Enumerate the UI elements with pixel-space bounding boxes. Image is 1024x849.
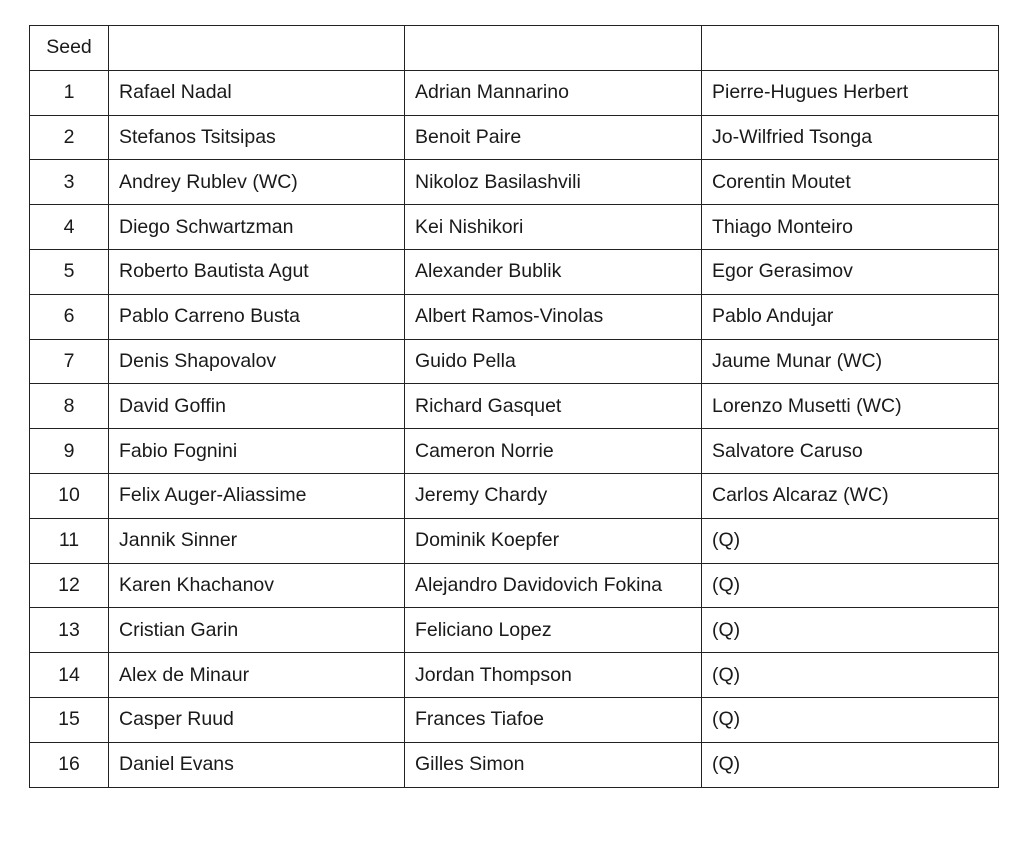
seed-cell: 8	[30, 384, 109, 429]
player-cell-a: Casper Ruud	[109, 697, 405, 742]
player-cell-b: Richard Gasquet	[405, 384, 702, 429]
player-cell-b: Benoit Paire	[405, 115, 702, 160]
table-row	[30, 205, 999, 250]
table-row	[30, 608, 999, 653]
player-cell-c: Jo-Wilfried Tsonga	[702, 115, 999, 160]
player-cell-b: Dominik Koepfer	[405, 518, 702, 563]
table-row	[30, 697, 999, 742]
table-row	[30, 160, 999, 205]
seed-cell: 9	[30, 429, 109, 474]
player-cell-b: Adrian Mannarino	[405, 70, 702, 115]
player-cell-a: Diego Schwartzman	[109, 205, 405, 250]
table-row	[30, 249, 999, 294]
table-row	[30, 518, 999, 563]
seed-cell: 14	[30, 653, 109, 698]
header-cell-seed: Seed	[30, 26, 109, 71]
seed-cell: 16	[30, 742, 109, 787]
player-cell-c: (Q)	[702, 742, 999, 787]
player-cell-c: Jaume Munar (WC)	[702, 339, 999, 384]
player-cell-c: Thiago Monteiro	[702, 205, 999, 250]
player-cell-b: Alexander Bublik	[405, 249, 702, 294]
table-row	[30, 339, 999, 384]
player-cell-b: Alejandro Davidovich Fokina	[405, 563, 702, 608]
player-cell-a: Denis Shapovalov	[109, 339, 405, 384]
player-cell-c: Egor Gerasimov	[702, 249, 999, 294]
player-cell-c: (Q)	[702, 653, 999, 698]
player-cell-b: Guido Pella	[405, 339, 702, 384]
player-cell-a: Rafael Nadal	[109, 70, 405, 115]
seed-cell: 6	[30, 294, 109, 339]
table-row	[30, 429, 999, 474]
table-row	[30, 653, 999, 698]
player-cell-c: (Q)	[702, 697, 999, 742]
player-cell-c: Corentin Moutet	[702, 160, 999, 205]
table-row	[30, 294, 999, 339]
player-cell-a: Karen Khachanov	[109, 563, 405, 608]
player-cell-b: Albert Ramos-Vinolas	[405, 294, 702, 339]
seed-cell: 4	[30, 205, 109, 250]
table-row	[30, 563, 999, 608]
player-cell-b: Frances Tiafoe	[405, 697, 702, 742]
player-cell-a: Pablo Carreno Busta	[109, 294, 405, 339]
player-cell-b: Cameron Norrie	[405, 429, 702, 474]
table-row	[30, 70, 999, 115]
seed-cell: 3	[30, 160, 109, 205]
player-cell-b: Gilles Simon	[405, 742, 702, 787]
player-cell-b: Feliciano Lopez	[405, 608, 702, 653]
seed-cell: 15	[30, 697, 109, 742]
table-row	[30, 742, 999, 787]
seed-table	[29, 25, 999, 788]
player-cell-b: Nikoloz Basilashvili	[405, 160, 702, 205]
seed-cell: 5	[30, 249, 109, 294]
player-cell-a: Roberto Bautista Agut	[109, 249, 405, 294]
player-cell-a: Daniel Evans	[109, 742, 405, 787]
table-body	[30, 26, 999, 788]
player-cell-b: Jeremy Chardy	[405, 473, 702, 518]
player-cell-c: Pierre-Hugues Herbert	[702, 70, 999, 115]
header-cell-3	[702, 26, 999, 71]
player-cell-b: Jordan Thompson	[405, 653, 702, 698]
player-cell-c: (Q)	[702, 563, 999, 608]
header-cell-1	[109, 26, 405, 71]
player-cell-a: Stefanos Tsitsipas	[109, 115, 405, 160]
player-cell-c: (Q)	[702, 608, 999, 653]
table-row	[30, 473, 999, 518]
player-cell-a: David Goffin	[109, 384, 405, 429]
player-cell-b: Kei Nishikori	[405, 205, 702, 250]
seed-cell: 10	[30, 473, 109, 518]
seed-cell: 2	[30, 115, 109, 160]
player-cell-c: Pablo Andujar	[702, 294, 999, 339]
player-cell-a: Fabio Fognini	[109, 429, 405, 474]
header-cell-2	[405, 26, 702, 71]
player-cell-c: Carlos Alcaraz (WC)	[702, 473, 999, 518]
player-cell-c: Salvatore Caruso	[702, 429, 999, 474]
seed-cell: 7	[30, 339, 109, 384]
player-cell-a: Jannik Sinner	[109, 518, 405, 563]
seed-cell: 1	[30, 70, 109, 115]
player-cell-c: (Q)	[702, 518, 999, 563]
player-cell-a: Cristian Garin	[109, 608, 405, 653]
seed-cell: 12	[30, 563, 109, 608]
header-row	[30, 26, 999, 71]
table-row	[30, 384, 999, 429]
player-cell-a: Felix Auger-Aliassime	[109, 473, 405, 518]
player-cell-c: Lorenzo Musetti (WC)	[702, 384, 999, 429]
seed-cell: 11	[30, 518, 109, 563]
player-cell-a: Alex de Minaur	[109, 653, 405, 698]
table-row	[30, 115, 999, 160]
player-cell-a: Andrey Rublev (WC)	[109, 160, 405, 205]
seed-cell: 13	[30, 608, 109, 653]
